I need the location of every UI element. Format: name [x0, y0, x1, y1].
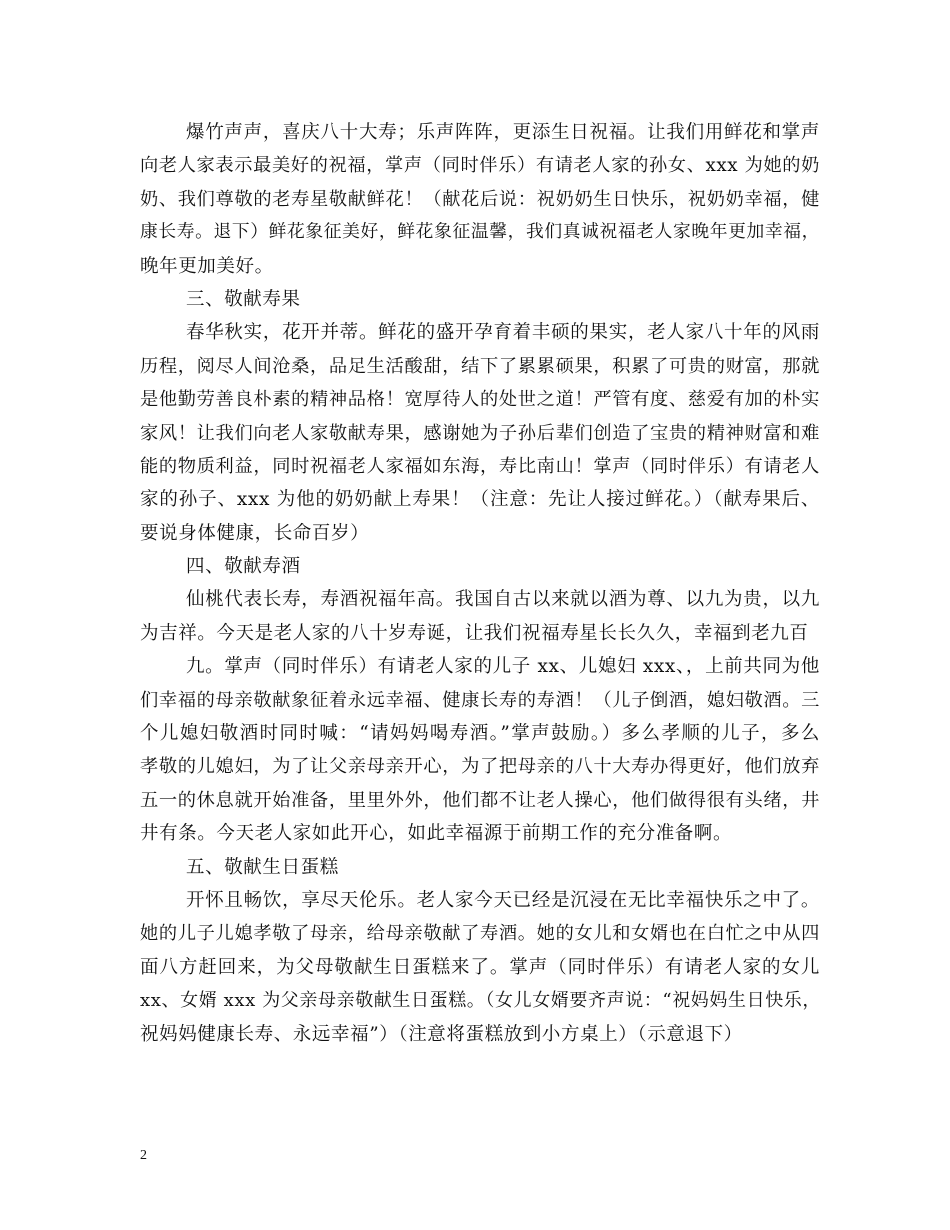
text-line: 五、敬献生日蛋糕 [186, 856, 339, 878]
text-line: 历程，阅尽人间沧桑，品足生活酸甜，结下了累累硕果，积累了可贵的财富，那就 [140, 355, 820, 377]
text-line: 三、敬献寿果 [186, 288, 301, 310]
text-line: 四、敬献寿酒 [186, 556, 301, 578]
page-number: 2 [140, 1148, 147, 1163]
text-line: 向老人家表示最美好的祝福，掌声（同时伴乐）有请老人家的孙女、xxx 为她的奶 [140, 155, 820, 177]
text-line: 要说身体健康，长命百岁） [140, 522, 370, 544]
text-line: 仙桃代表长寿，寿酒祝福年高。我国自古以来就以酒为尊、以九为贵，以九 [186, 589, 820, 611]
text-line: 面八方赶回来，为父母敬献生日蛋糕来了。掌声（同时伴乐）有请老人家的女儿 [140, 956, 820, 978]
text-line: 开怀且畅饮，享尽天伦乐。老人家今天已经是沉浸在无比幸福快乐之中了。 [186, 889, 820, 911]
text-line: 们幸福的母亲敬献象征着永远幸福、健康长寿的寿酒！（儿子倒酒，媳妇敬酒。三 [140, 689, 820, 711]
text-line: 五一的休息就开始准备，里里外外，他们都不让老人操心，他们做得很有头绪，井 [140, 789, 820, 811]
text-line: 孝敬的儿媳妇，为了让父亲母亲开心，为了把母亲的八十大寿办得更好，他们放弃 [140, 756, 820, 778]
text-line: 春华秋实，花开并蒂。鲜花的盛开孕育着丰硕的果实，老人家八十年的风雨 [186, 322, 820, 344]
text-line: 能的物质利益，同时祝福老人家福如东海，寿比南山！掌声（同时伴乐）有请老人 [140, 455, 820, 477]
text-line: 家风！让我们向老人家敬献寿果，感谢她为子孙后辈们创造了宝贵的精神财富和难 [140, 422, 820, 444]
text-line: 为吉祥。今天是老人家的八十岁寿诞，让我们祝福寿星长长久久，幸福到老九百 [140, 622, 809, 644]
text-line: xx、女婿 xxx 为父亲母亲敬献生日蛋糕。（女儿女婿要齐声说：“祝妈妈生日快乐， [140, 990, 821, 1012]
text-line: 晚年更加美好。 [140, 255, 274, 277]
body-text [140, 116, 820, 1051]
text-line: 井有条。今天老人家如此开心，如此幸福源于前期工作的充分准备啊。 [140, 823, 733, 845]
text-line: 是他勤劳善良朴素的精神品格！宽厚待人的处世之道！严管有度、慈爱有加的朴实 [140, 389, 820, 411]
text-line: 康长寿。退下）鲜花象征美好，鲜花象征温馨，我们真诚祝福老人家晚年更加幸福， [140, 222, 820, 243]
text-line: 奶、我们尊敬的老寿星敬献鲜花！（献花后说：祝奶奶生日快乐，祝奶奶幸福，健 [140, 188, 820, 210]
text-line: 家的孙子、xxx 为他的奶奶献上寿果！（注意：先让人接过鲜花。）（献寿果后、 [140, 489, 820, 511]
text-line: 她的儿子儿媳孝敬了母亲，给母亲敬献了寿酒。她的女儿和女婿也在白忙之中从四 [140, 923, 820, 945]
text-line: 九。掌声（同时伴乐）有请老人家的儿子 xx、儿媳妇 xxx、，上前共同为他 [186, 656, 820, 678]
text-line: 祝妈妈健康长寿、永远幸福”）（注意将蛋糕放到小方桌上）（示意退下） [140, 1023, 743, 1045]
text-line: 爆竹声声，喜庆八十大寿；乐声阵阵，更添生日祝福。让我们用鲜花和掌声 [186, 122, 820, 143]
text-line: 个儿媳妇敬酒时同时喊：“请妈妈喝寿酒。”掌声鼓励。）多么孝顺的儿子，多么 [140, 723, 820, 745]
